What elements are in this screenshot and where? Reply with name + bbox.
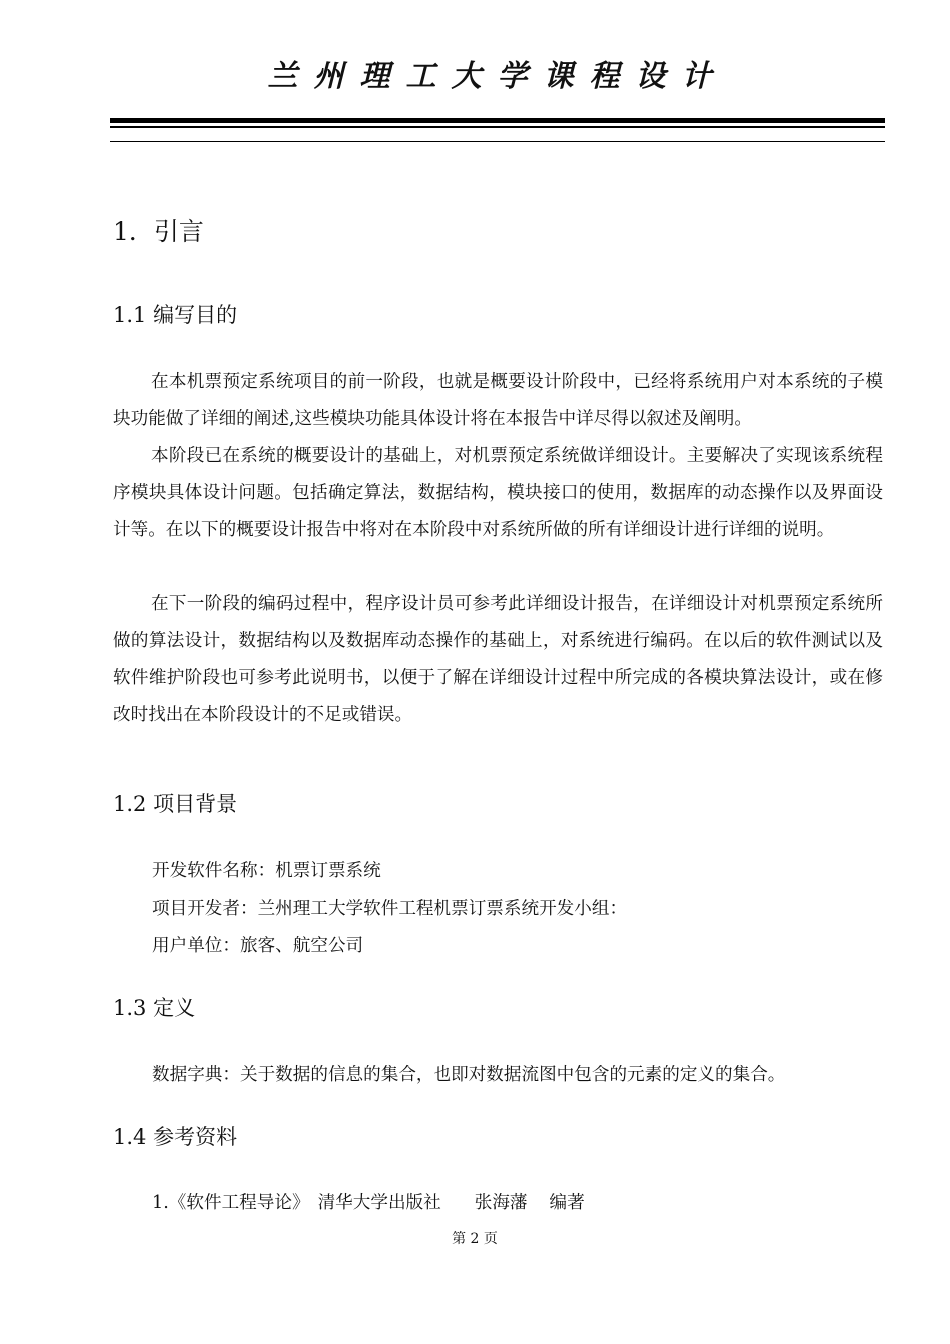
section-heading-references: 1.4 参考资料 — [113, 1125, 238, 1149]
page-header-title: 兰州理工大学课程设计 — [267, 59, 728, 94]
background-item-developer: 项目开发者：兰州理工大学软件工程机票订票系统开发小组： — [152, 899, 628, 919]
purpose-paragraph-2: 本阶段已在系统的概要设计的基础上，对机票预定系统做详细设计。主要解决了实现该系统程序模块具体设计问题。包括确定算法，数据结构，模块接口的使用，数据库的动态操作以及界面设计等。在以下的概要设计报告中将对在本阶段中对系统所做的所有详细设计进行详细的说明。 — [113, 446, 883, 540]
reference-title: 《软件工程导论》 — [168, 1193, 310, 1213]
section-heading-introduction: 1．引言 — [113, 217, 204, 246]
header-rule-thin — [110, 126, 885, 128]
purpose-paragraph-3: 在下一阶段的编码过程中，程序设计员可参考此详细设计报告，在详细设计对机票预定系统所做的算法设计，数据结构以及数据库动态操作的基础上，对系统进行编码。在以后的软件测试以及软件维护阶段也可参考此说明书，以便于了解在详细设计过程中所完成的各模块算法设计，或在修改时找出在本阶段设计的不足或错误。 — [113, 594, 883, 725]
background-item-user-unit: 用户单位：旅客、航空公司 — [152, 936, 364, 956]
page-number: 第 2 页 — [452, 1231, 498, 1247]
background-item-software-name: 开发软件名称：机票订票系统 — [152, 861, 381, 881]
section-heading-background: 1.2 项目背景 — [113, 792, 238, 816]
reference-publisher: 清华大学出版社 — [317, 1193, 441, 1213]
reference-item — [152, 1185, 585, 1222]
header-rule-thick — [110, 118, 885, 123]
reference-role: 编著 — [549, 1193, 585, 1213]
purpose-paragraph-1: 在本机票预定系统项目的前一阶段，也就是概要设计阶段中，已经将系统用户对本系统的子模块功能做了详细的阐述,这些模块功能具体设计将在本报告中详尽得以叙述及阐明。 — [113, 372, 883, 429]
section-heading-purpose: 1.1 编写目的 — [113, 303, 238, 327]
section-heading-definitions: 1.3 定义 — [113, 996, 196, 1020]
definition-data-dictionary: 数据字典：关于数据的信息的集合，也即对数据流图中包含的元素的定义的集合。 — [152, 1065, 786, 1085]
header-rule-lower — [110, 141, 885, 142]
reference-author: 张海藩 — [474, 1193, 528, 1213]
reference-number: 1. — [152, 1193, 169, 1213]
